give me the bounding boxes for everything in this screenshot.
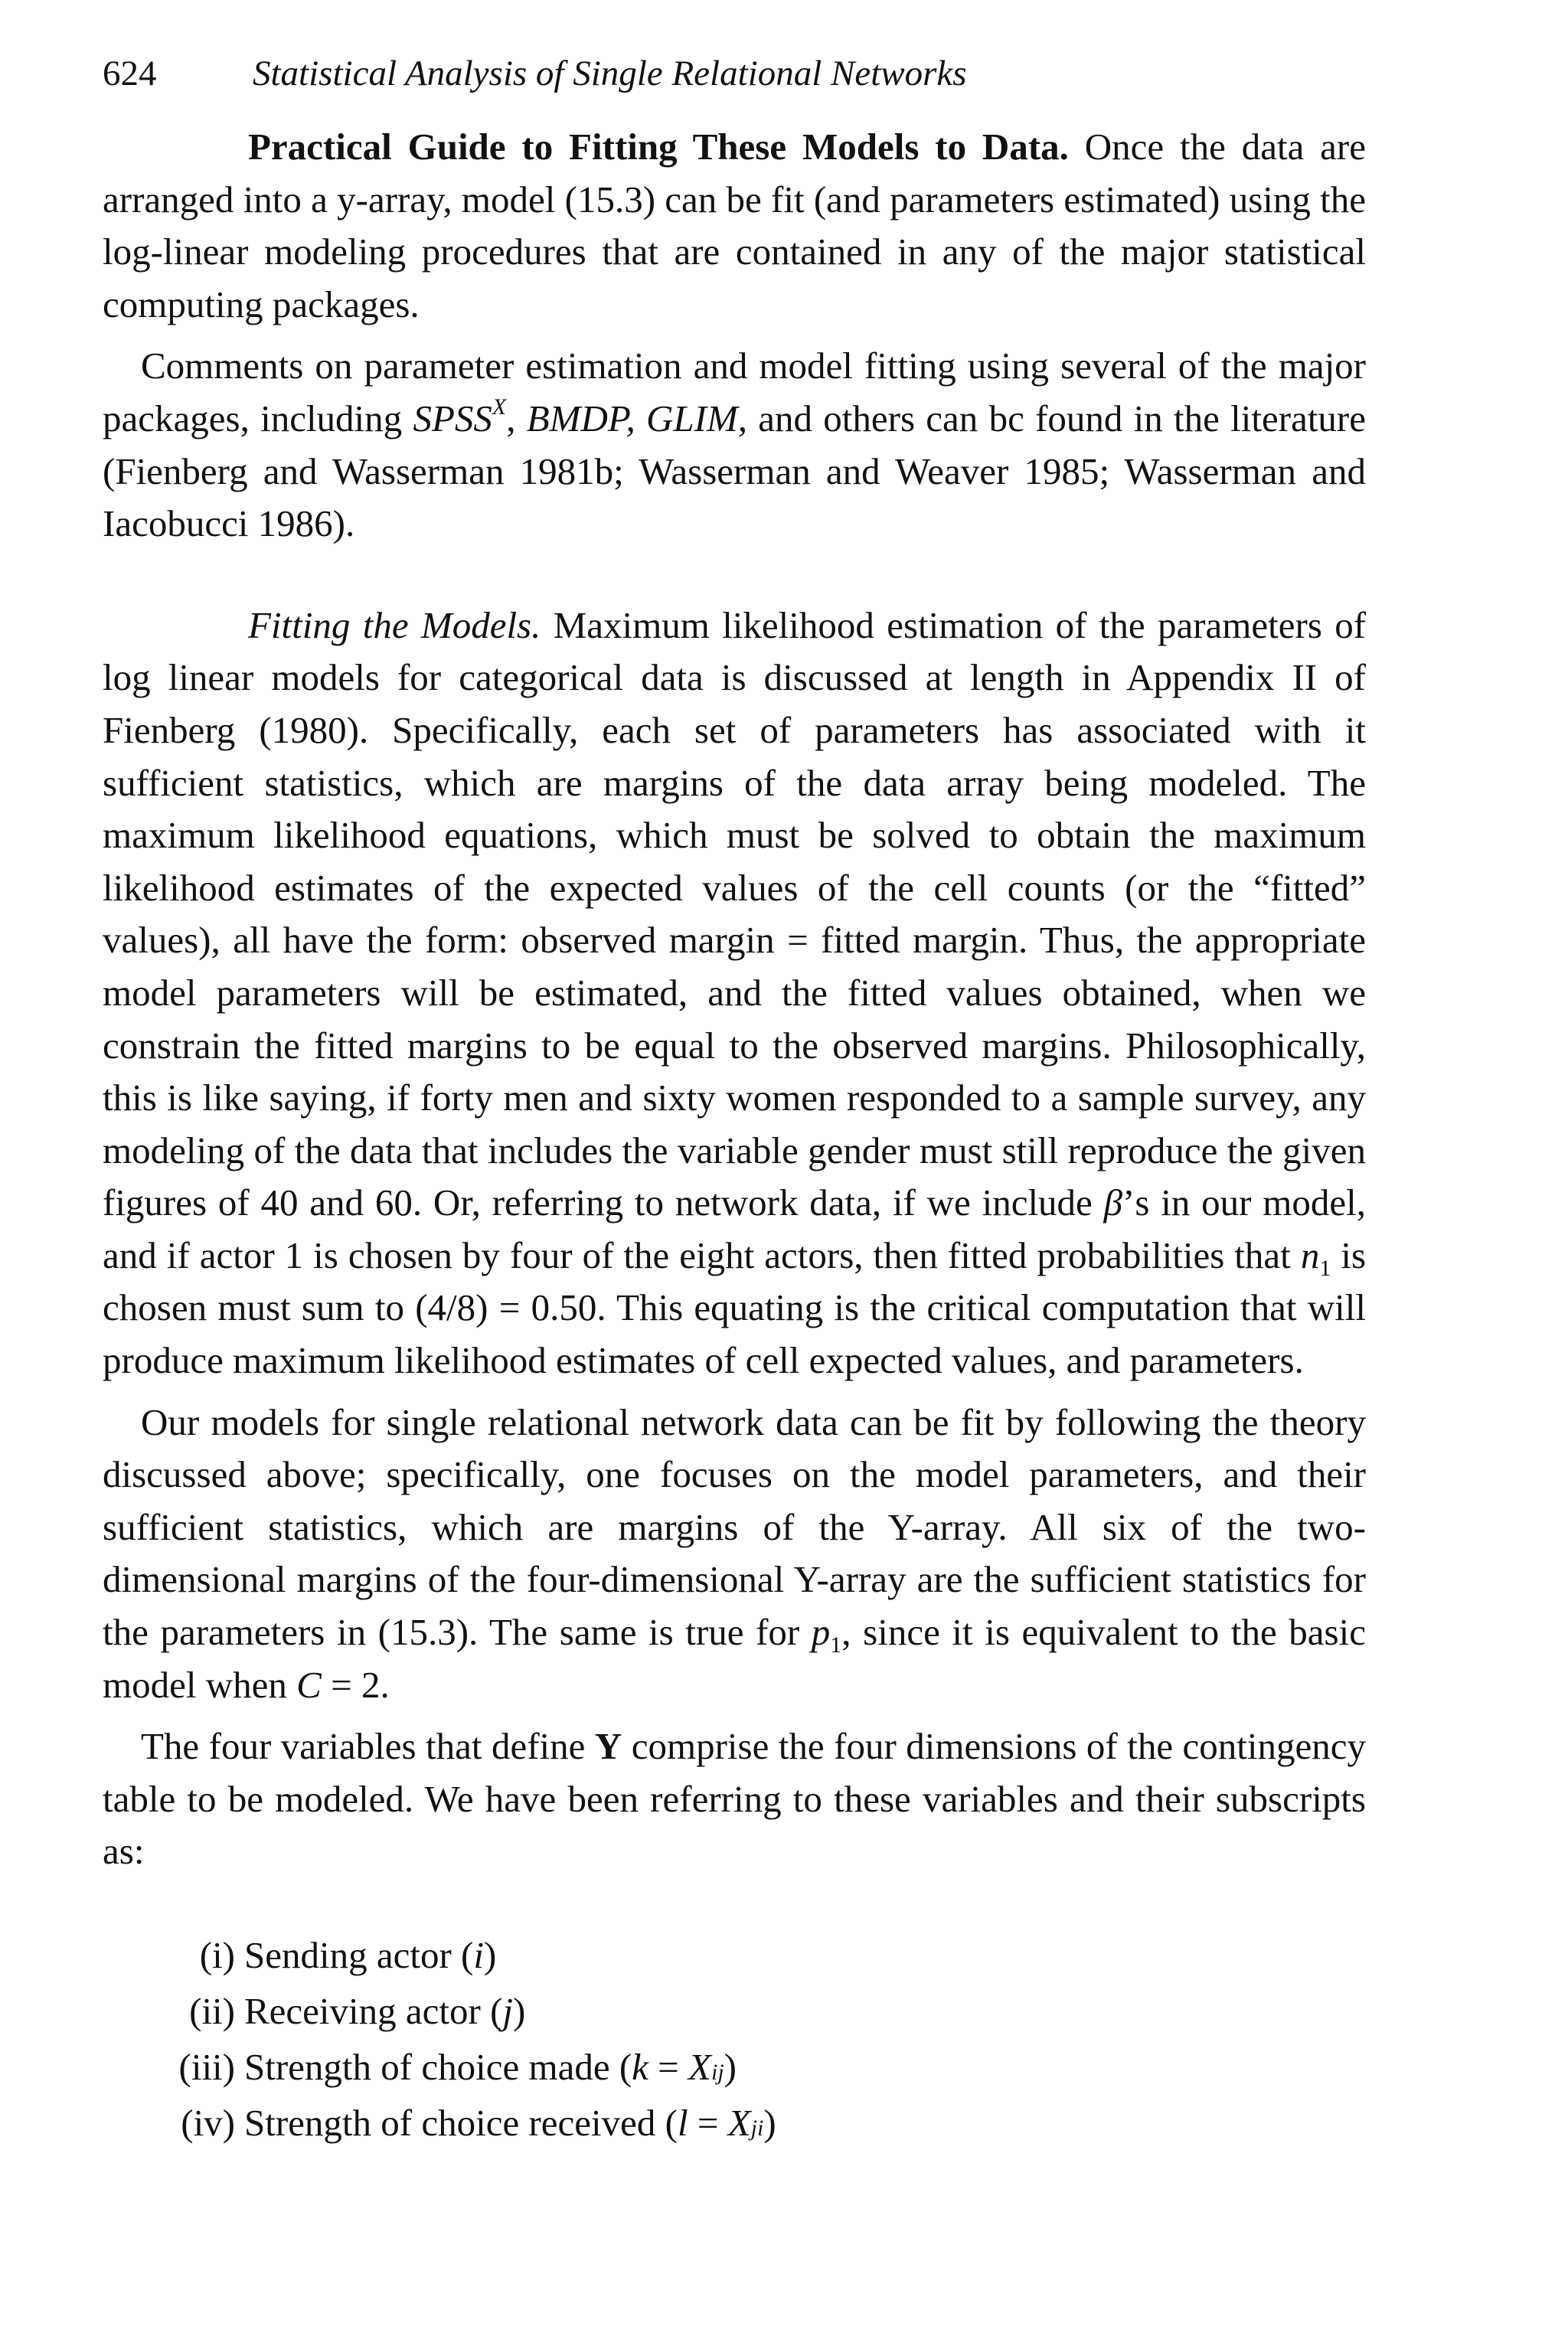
list-item	[103, 1927, 1366, 1983]
package-bmdp-glim: BMDP, GLIM,	[526, 397, 748, 439]
section1-p2-post: and others can bc found in the literature (Fienberg and Wasserman 1981b; Wasserman and Weaver 1985; Wasserman and Iacobucci 1986).	[103, 397, 1367, 545]
list-item-close: )	[763, 2102, 776, 2144]
section1-p1-text: Once the data are arranged into a y-array, model (15.3) can be fit (and parameters estimated) using the log-linear modeling procedures that are contained in any of the major statistical computing packages.	[103, 126, 1366, 325]
beta-symbol: β	[1103, 1181, 1123, 1224]
section2-paragraph-3	[103, 1720, 1366, 1878]
list-item-eq: =	[648, 2046, 689, 2088]
section2-heading: Fitting the Models.	[248, 603, 541, 646]
section1-heading: Practical Guide to Fitting These Models to Data.	[248, 126, 1069, 168]
y-symbol: Y	[594, 1725, 622, 1768]
c-symbol: C	[296, 1663, 322, 1706]
list-item-var: i	[473, 1934, 484, 1976]
section2-p1-c: is chosen must sum to (4/8) = 0.50. This equating is the critical computation that will produce maximum likelihood estimates of cell expected values, and parameters.	[103, 1233, 1367, 1382]
running-header	[103, 46, 1366, 101]
list-item-number: (iv)	[181, 2102, 235, 2144]
n-symbol: n	[1300, 1233, 1320, 1276]
page-number: 624	[103, 54, 157, 93]
document-page	[103, 46, 1366, 2151]
package-spss	[413, 394, 507, 439]
section2-paragraph-1	[103, 600, 1366, 1387]
list-item-eq: =	[688, 2102, 728, 2144]
section1-p2-pre: Comments on parameter estimation and model fitting using several of the major packages, including	[103, 345, 1366, 439]
package-spss-sup: X	[492, 394, 507, 420]
list-item-text: Strength of choice received (	[244, 2102, 678, 2144]
section1-p2-sep: ,	[506, 397, 516, 439]
list-item-close: )	[724, 2046, 737, 2088]
p-subscript: 1	[830, 1632, 842, 1658]
list-item-var: k	[632, 2046, 648, 2088]
section2-paragraph-2	[103, 1397, 1366, 1712]
variable-list	[103, 1927, 1366, 2151]
list-item-close: )	[513, 1990, 526, 2032]
list-item-var2: X	[688, 2046, 711, 2088]
list-item-text: Sending actor (	[244, 1934, 474, 1976]
list-item	[103, 1983, 1366, 2039]
section1-paragraph-1	[103, 121, 1366, 331]
section2-p1-a: Maximum likelihood estimation of the parameters of log linear models for categorical data is discussed at length in Appendix II of Fienberg (1980). Specifically, each set of parameters has associated with it sufficient statistics, which are margins of the data array being modeled. The maximum likelihood equations, which must be solved to obtain the maximum likelihood estimates of the expected values of the cell counts (or the “fitted” values), all have the form: observed margin = fitted margin. Thus, the appropriate model parameters will be estimated, and the fitted values obtained, when we constrain the fitted margins to be equal to the observed margins. Philosophically, this is like saying, if forty men and sixty women responded to a sample survey, any modeling of the data that includes the variable gender must still reproduce the given figures of 40 and 60. Or, referring to network data, if we include	[103, 603, 1367, 1224]
list-item-number: (ii)	[189, 1990, 235, 2032]
n-subscript: 1	[1319, 1255, 1331, 1281]
section2-p1-b: ’s in our model, and if actor 1 is chosen by four of the eight actors, then fitted probabilities that	[103, 1181, 1367, 1276]
running-title: Statistical Analysis of Single Relational Networks	[253, 54, 967, 93]
p-symbol: p	[811, 1611, 831, 1654]
list-item-var2: X	[727, 2102, 751, 2144]
section2-p3-b: comprise the four dimensions of the contingency table to be modeled. We have been referring to these variables and their subscripts as:	[103, 1725, 1367, 1873]
list-item-text: Strength of choice made (	[244, 2046, 632, 2088]
package-spss-label: SPSS	[413, 397, 492, 439]
list-item-text: Receiving actor (	[244, 1990, 503, 2032]
section1-paragraph-2	[103, 340, 1366, 550]
list-item-number: (i)	[199, 1934, 235, 1976]
section2-p3-a: The four variables that define	[141, 1725, 586, 1768]
list-item-close: )	[483, 1934, 497, 1976]
list-item-number: (iii)	[178, 2046, 235, 2088]
list-item-var: j	[502, 1990, 514, 2032]
section2-p2-d: = 2.	[331, 1663, 390, 1706]
list-item: (iii) Strength of choice made ( k = X ij )	[103, 2039, 1366, 2095]
list-item-var: l	[677, 2102, 688, 2144]
section2-p2-b: , since it is equivalent to the basic model when	[103, 1611, 1366, 1706]
section2-p2-a: Our models for single relational network data can be fit by following the theory discussed above; specifically, one focuses on the model parameters, and their sufficient statistics, which are margins of the Y-array. All six of the two-dimensional margins of the four-dimensional Y-array are the sufficient statistics for the parameters in (15.3). The same is true for	[103, 1400, 1366, 1654]
list-item: (iv) Strength of choice received ( l = X ji )	[103, 2095, 1366, 2151]
